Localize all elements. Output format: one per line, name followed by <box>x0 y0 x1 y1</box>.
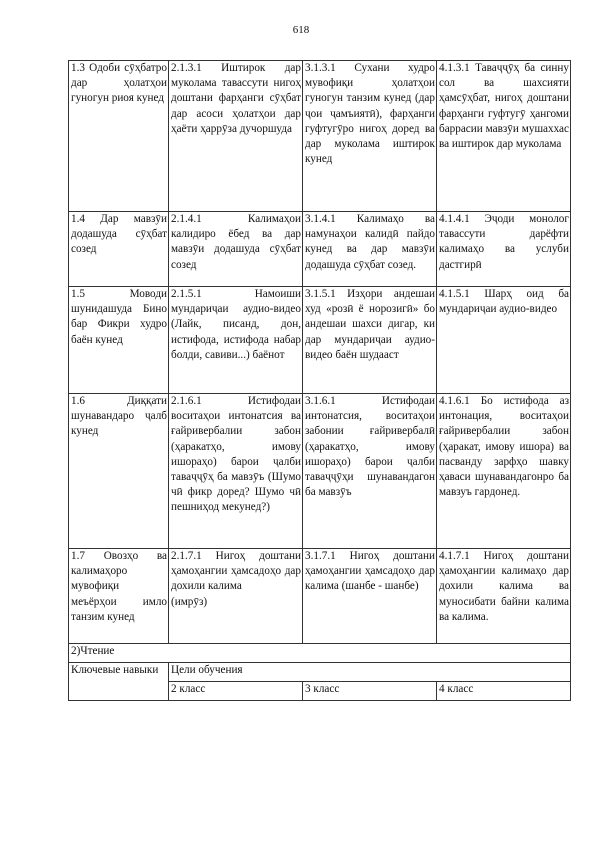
key-skills-header: Ключевые навыки <box>69 663 169 701</box>
skill-cell: 1.6 Диққати шунавандаро ҷалб кунед <box>69 394 169 549</box>
grade4-objective-cell: 4.1.4.1 Эҷоди монолог тавассути дарёфти калимаҳо ва услуби дастгирӣ <box>437 212 571 287</box>
grade4-objective-cell: 4.1.6.1 Бо истифода аз интонация, воситаҳои ғайривербалии забон (ҳаракат, имову ишора) ва пасванду зарфҳо шавку ҳаваси шунавандагонро ба мавзуъ гардонед. <box>437 394 571 549</box>
skill-cell: 1.3 Одоби сӯҳбатро дар ҳолатҳои гуногун риоя кунед <box>69 61 169 212</box>
skill-cell: 1.7 Овозҳо ва калимаҳоро мувофиқи меъёрҳои имло танзим кунед <box>69 549 169 644</box>
skill-cell: 1.5 Моводи шунидашуда Бино бар Фикри худро баён кунед <box>69 287 169 394</box>
table-row <box>69 212 571 287</box>
grade2-objective-cell: 2.1.4.1 Калимаҳои калидиро ёбед ва дар мавзӯи додашуда сӯҳбат созед <box>169 212 303 287</box>
section-row <box>69 644 571 663</box>
grade3-objective-cell: 3.1.3.1 Сухани худро мувофиқи ҳолатҳои гуногун танзим кунед (дар ҷои ҷамъиятӣ), фарҳанги гуфтугӯро нигоҳ доред ва дар муколама иштирок кунед <box>303 61 437 212</box>
learning-goals-header: Цели обучения <box>169 663 571 682</box>
grade4-objective-cell: 4.1.5.1 Шарҳ оид ба мундариҷаи аудио-видео <box>437 287 571 394</box>
grade2-header: 2 класс <box>169 682 303 701</box>
grade3-objective-cell: 3.1.6.1 Истифодаи интонатсия, воситаҳои забонии ғайривербалӣ (ҳаракатҳо, имову ишораҳо) барои ҷалби таваҷҷӯҳи шунавандагон ба мавзӯъ <box>303 394 437 549</box>
grade2-objective-cell: 2.1.6.1 Истифодаи воситаҳои интонатсия ва ғайривербалии забон (ҳаракатҳо, имову ишораҳо) барои ҷалби таваҷҷӯҳ ба мавзӯъ (Шумо чӣ фикр доред? Шумо чӣ пешниҳод мекунед?) <box>169 394 303 549</box>
table-row <box>69 549 571 644</box>
grade4-objective-cell: 4.1.7.1 Нигоҳ доштани ҳамоҳангии калимаҳо дар дохили калима ва муносибати байни калима ва калима. <box>437 549 571 644</box>
header-row <box>69 663 571 682</box>
table-row <box>69 394 571 549</box>
table-row <box>69 61 571 212</box>
table-row <box>69 287 571 394</box>
grade3-header: 3 класс <box>303 682 437 701</box>
grade4-objective-cell: 4.1.3.1 Таваҷҷӯҳ ба синну сол ва шахсияти ҳамсӯҳбат, нигоҳ доштани фарҳанги гуфтугӯ ҳангоми баррасии мавзӯи мушаххас ва иштирок дар муколама <box>437 61 571 212</box>
learning-objectives-table <box>68 60 571 701</box>
section-title: 2)Чтение <box>69 644 571 663</box>
grade2-objective-cell: 2.1.5.1 Намоиши мундариҷаи аудио-видео (Лайк, писанд, дон, истифода, истифода набар болди, савиви...) баёнот <box>169 287 303 394</box>
page-number: 618 <box>292 24 310 36</box>
grade4-header: 4 класс <box>437 682 571 701</box>
skill-cell: 1.4 Дар мавзӯи додашуда сӯҳбат созед <box>69 212 169 287</box>
grade2-objective-cell: 2.1.7.1 Нигоҳ доштани ҳамоҳангии ҳамсадоҳо дар дохили калима (имрӯз) <box>169 549 303 644</box>
grade3-objective-cell: 3.1.4.1 Калимаҳо ва намунаҳои калидӣ пайдо кунед ва дар мавзӯи додашуда сӯҳбат созед. <box>303 212 437 287</box>
grade2-objective-cell: 2.1.3.1 Иштирок дар муколама тавассути нигоҳ доштани фарҳанги сӯҳбат дар асоси ҳолатҳои дар ҳаёти ҳаррӯза дучоршуда <box>169 61 303 212</box>
grade3-objective-cell: 3.1.7.1 Нигоҳ доштани ҳамоҳангии ҳамсадоҳо дар калима (шанбе - шанбе) <box>303 549 437 644</box>
grade3-objective-cell: 3.1.5.1 Изҳори андешаи худ «розӣ ё норозигӣ» бо андешаи шахси дигар, ки дар мундариҷаи аудио-видео баён шудааст <box>303 287 437 394</box>
